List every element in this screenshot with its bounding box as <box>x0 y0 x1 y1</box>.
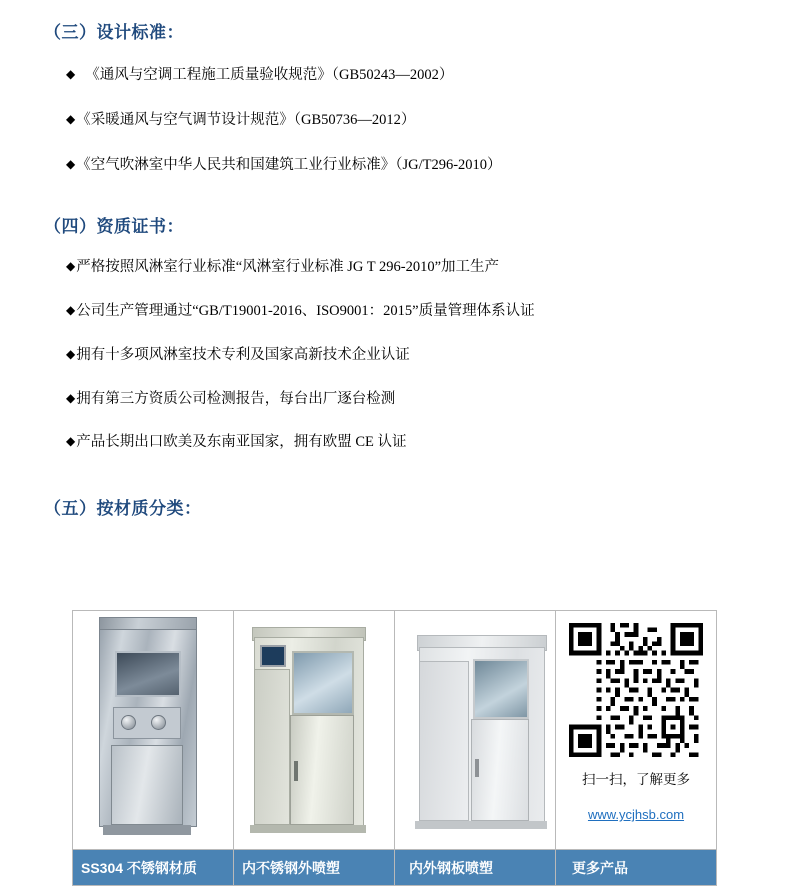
list-item-text: 拥有第三方资质公司检测报告，每台出厂逐台检测 <box>76 390 396 407</box>
list-item <box>66 389 744 411</box>
gallery-cell-more-products <box>556 611 716 885</box>
qr-caption-text: 扫一扫，了解更多 <box>582 772 690 787</box>
list-item <box>66 155 744 177</box>
diamond-bullet-icon: ◆ <box>66 434 76 449</box>
diamond-bullet-icon: ◆ <box>66 346 76 361</box>
product-image-inner-ss-outer-spray <box>234 611 394 849</box>
gallery-cell-steel-spray <box>395 611 556 885</box>
list-item-text: 《采暖通风与空气调节设计规范》（GB50736—2012） <box>76 111 416 128</box>
diamond-bullet-icon: ◆ <box>66 111 76 126</box>
section-heading-material-classification: （五）按材质分类： <box>44 499 202 518</box>
gallery-caption: SS304 不锈钢材质 <box>73 849 233 885</box>
qualification-certificates-list <box>44 257 744 454</box>
list-item-text: 严格按照风淋室行业标准“风淋室行业标准 JG T 296-2010”加工生产 <box>76 259 500 276</box>
qr-code-svg <box>569 623 703 757</box>
air-shower-nozzle-icon <box>121 715 136 730</box>
list-item-text: 公司生产管理通过“GB/T19001-2016、ISO9001：2015”质量管理体系认证 <box>76 303 535 319</box>
list-item <box>66 110 744 132</box>
air-shower-window <box>292 651 354 715</box>
list-item <box>66 301 744 323</box>
gallery-cell-inner-ss-outer-spray <box>234 611 395 885</box>
gallery-caption: 内外钢板喷塑 <box>395 849 555 885</box>
website-link[interactable]: www.ycjhsb.com <box>587 807 685 822</box>
diamond-bullet-icon: ◆ <box>66 156 76 171</box>
air-shower-window <box>115 651 181 697</box>
air-shower-side-wall <box>254 669 290 825</box>
qr-code-area <box>556 611 716 849</box>
air-shower-base <box>415 821 547 829</box>
air-shower-door <box>471 719 529 821</box>
gallery-cell-ss304 <box>73 611 234 885</box>
gallery-caption: 更多产品 <box>556 849 716 885</box>
door-handle-icon <box>475 759 479 777</box>
list-item <box>66 345 744 367</box>
product-image-steel-spray <box>395 611 555 849</box>
list-item-text: 产品长期出口欧美及东南亚国家，拥有欧盟 CE 认证 <box>76 434 407 451</box>
list-item-text: 《空气吹淋室中华人民共和国建筑工业行业标准》（JG/T296-2010） <box>76 156 502 173</box>
air-shower-nozzle-icon <box>151 715 166 730</box>
door-handle-icon <box>294 761 298 781</box>
air-shower-door <box>111 745 183 825</box>
list-item <box>66 65 744 87</box>
list-item-text: 《通风与空调工程施工质量验收规范》（GB50243—2002） <box>85 67 454 83</box>
gallery-caption: 内不锈钢外喷塑 <box>234 849 394 885</box>
section-heading-design-standards: （三）设计标准： <box>44 23 184 42</box>
product-gallery <box>72 610 717 886</box>
list-item <box>66 432 744 454</box>
diamond-bullet-icon: ◆ <box>66 303 76 317</box>
list-item-text: 拥有十多项风淋室技术专利及国家高新技术企业认证 <box>76 346 410 363</box>
air-shower-base <box>103 825 191 835</box>
section-heading-qualification-certificates: （四）资质证书： <box>44 217 184 237</box>
product-image-ss304 <box>73 611 233 849</box>
qr-code-icon[interactable] <box>569 623 703 757</box>
diamond-bullet-icon: ◆ <box>66 390 76 405</box>
air-shower-window <box>473 659 529 719</box>
design-standards-list <box>44 65 744 176</box>
document-page <box>0 18 788 887</box>
air-shower-side-wall <box>419 661 469 821</box>
diamond-bullet-icon: ◆ <box>66 259 76 274</box>
control-screen-icon <box>260 645 286 667</box>
air-shower-door <box>290 715 354 825</box>
air-shower-base <box>250 825 366 833</box>
diamond-bullet-icon: ◆ <box>66 67 76 81</box>
list-item <box>66 257 744 279</box>
